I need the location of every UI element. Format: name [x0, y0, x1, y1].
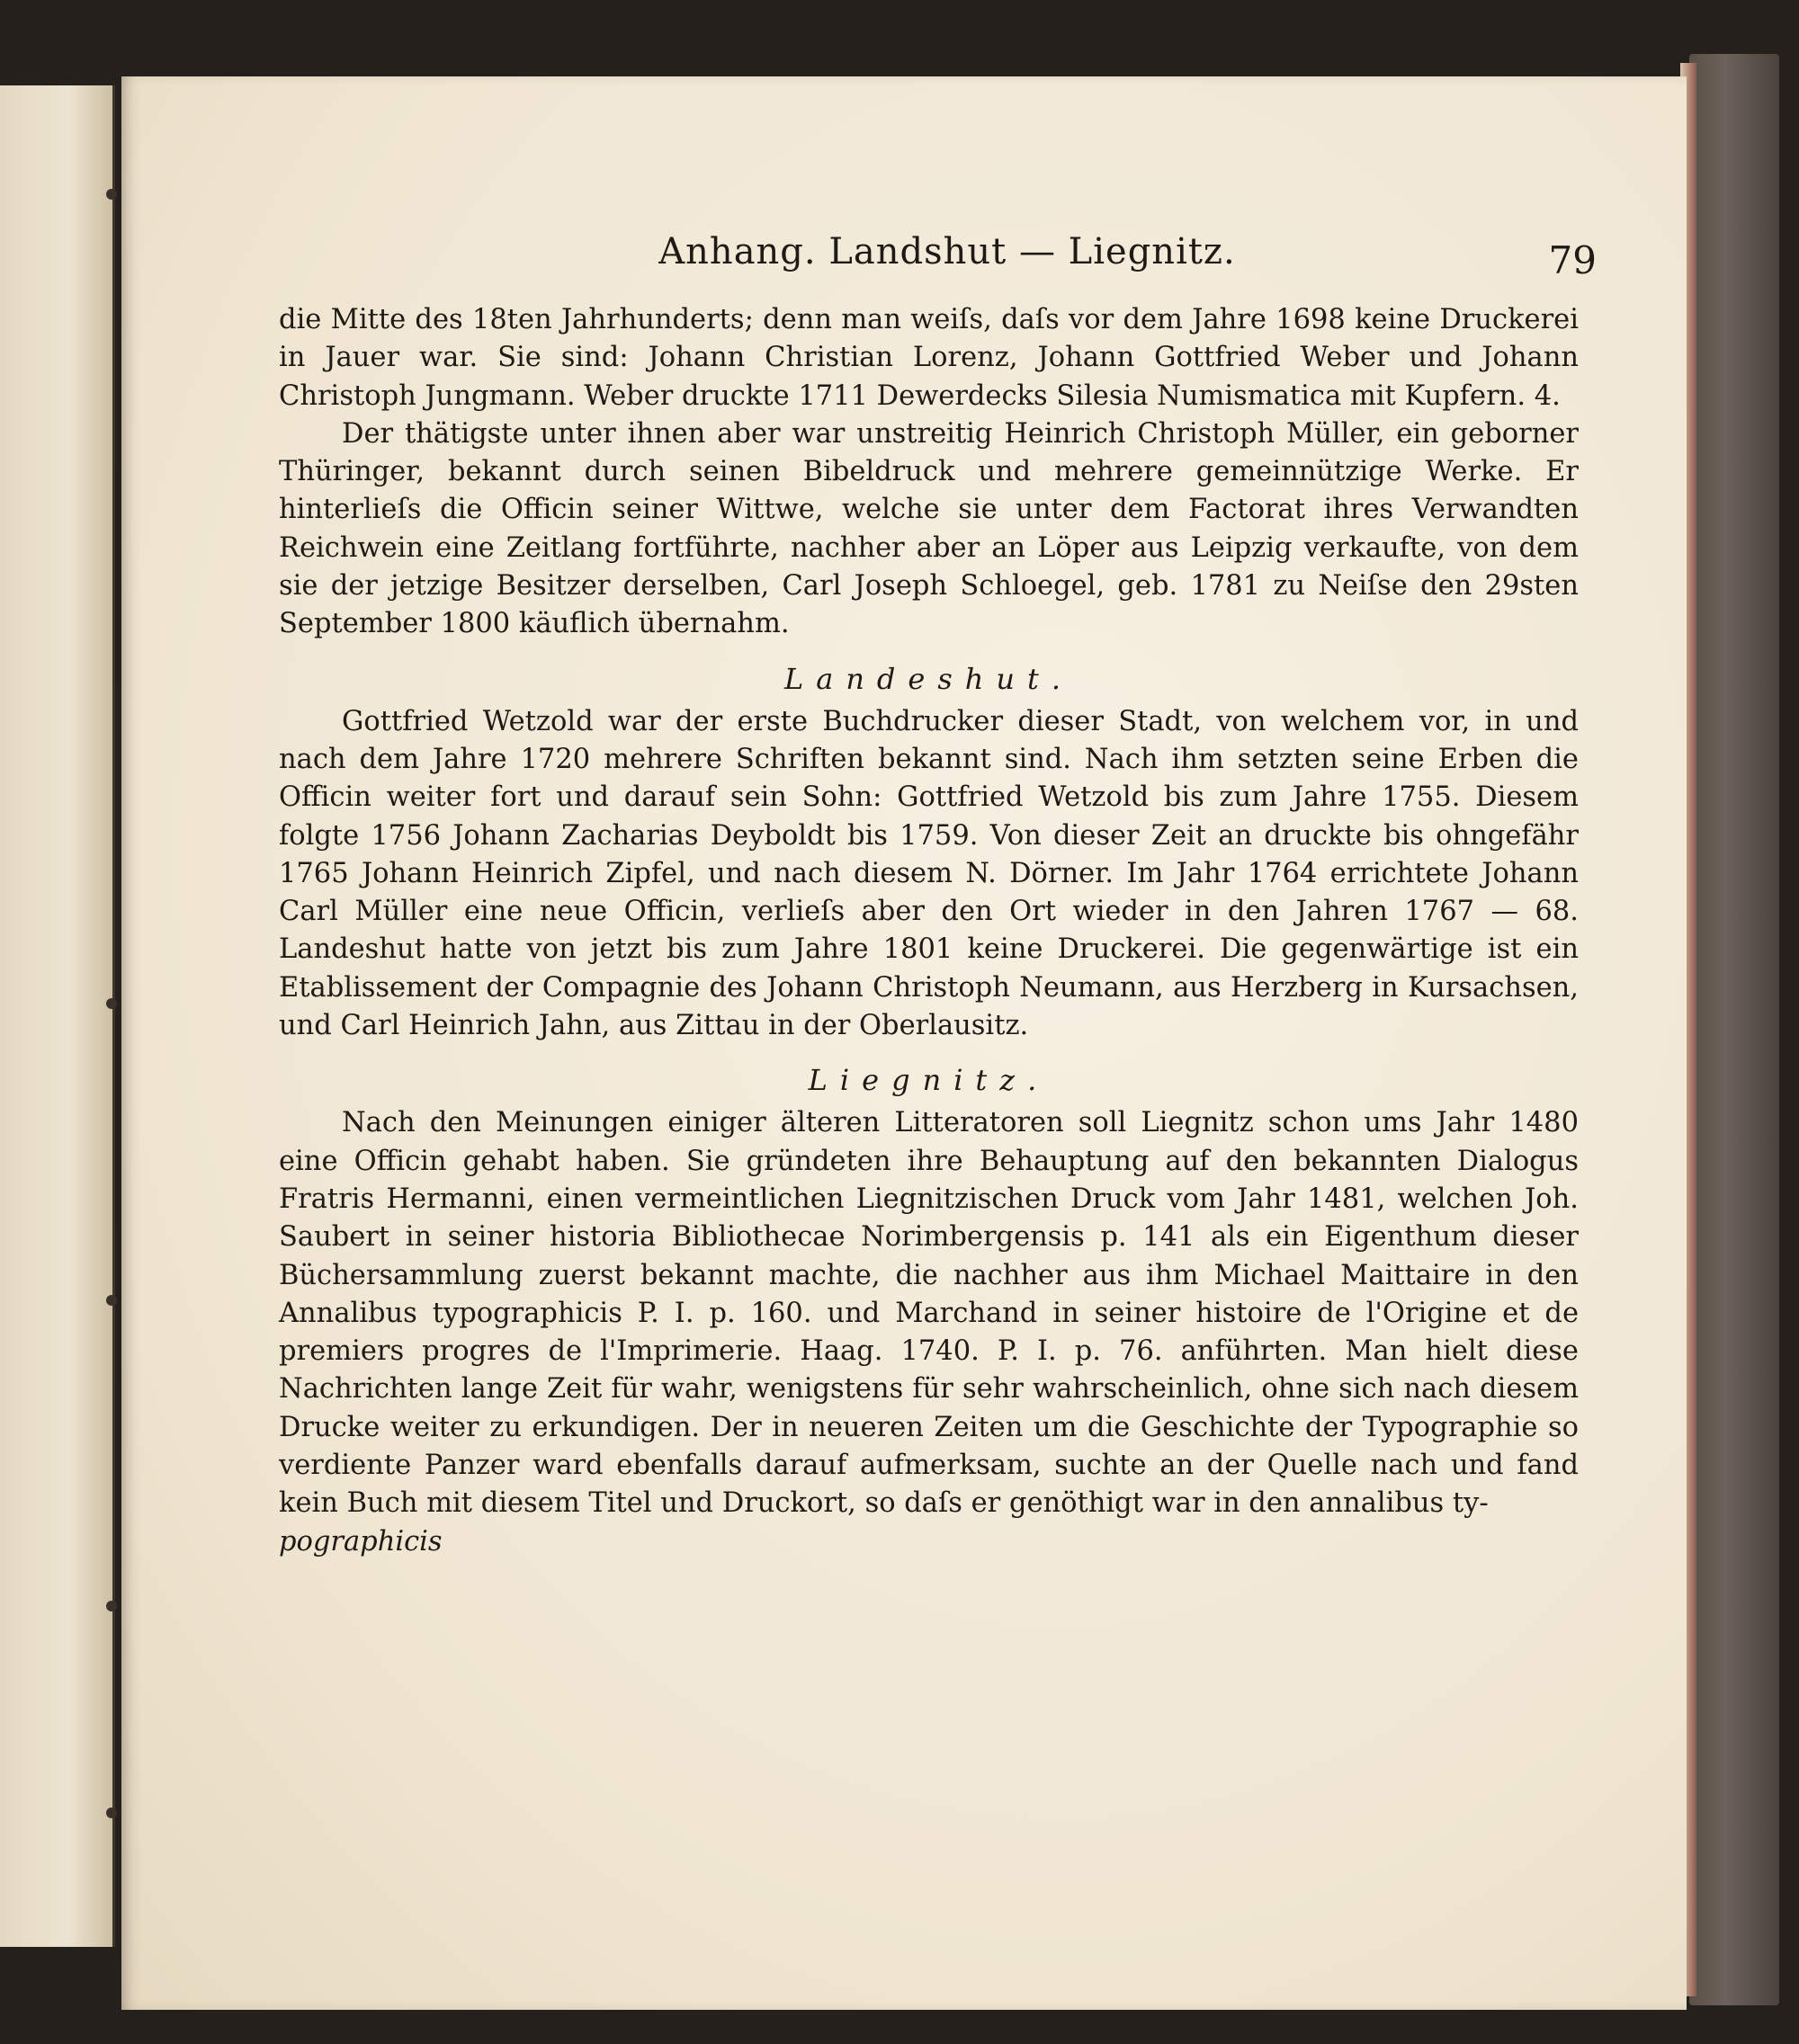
binding-hole: [106, 1807, 117, 1818]
section-heading: Liegnitz.: [808, 1063, 1050, 1098]
binding-hole: [106, 1295, 117, 1306]
running-head: [121, 231, 1687, 285]
book-page: [121, 76, 1687, 2010]
binding-hole: [106, 998, 117, 1009]
book-cover-edge: [1689, 54, 1779, 2005]
page-number: 79: [1548, 238, 1597, 282]
paragraph: die Mitte des 18ten Jahrhunderts; denn man weiſs, daſs vor dem Jahre 1698 keine Druckerei in Jauer war. Sie sind: Johann Christian Lorenz, Johann Gottfried Weber und Johann Christoph Jungmann. Weber druckte 1711 Dewerdecks Silesia Numismatica mit Kupfern. 4.: [279, 304, 1579, 412]
binding-hole: [106, 189, 117, 200]
section-heading: Landeshut.: [783, 661, 1074, 696]
body-text: [279, 301, 1579, 1561]
paragraph: Nach den Meinungen einiger älteren Litteratoren soll Liegnitz schon ums Jahr 1480 eine Officin gehabt haben. Sie gründeten ihre Behauptung auf den bekannten Dialogus Fratris Hermanni, einen vermeintlichen Liegnitzischen Druck vom Jahr 1481, welchen Joh. Saubert in seiner historia Bibliothecae Norimbergensis p. 141 als ein Eigenthum dieser Büchersammlung zuerst bekannt machte, die nachher aus ihm Michael Maittaire in den Annalibus typographicis P. I. p. 160. und Marchand in seiner histoire de l'Origine et de premiers progres de l'Imprimerie. Haag. 1740. P. I. p. 76. anführten. Man hielt diese Nachrichten lange Zeit für wahr, wenigstens für sehr wahrscheinlich, ohne sich nach diesem Drucke weiter zu erkundigen. Der in neueren Zeiten um die Geschichte der Typographie so verdiente Panzer ward ebenfalls darauf aufmerksam, suchte an der Quelle nach und fand kein Buch mit diesem Titel und Druckort, so daſs er genöthigt war in den annalibus ty-: [279, 1107, 1579, 1520]
paragraph: Gottfried Wetzold war der erste Buchdrucker dieser Stadt, von welchem vor, in und nach dem Jahre 1720 mehrere Schriften bekannt sind. Nach ihm setzten seine Erben die Officin weiter fort und darauf sein Sohn: Gottfried Wetzold bis zum Jahre 1755. Diesem folgte 1756 Johann Zacharias Deyboldt bis 1759. Von dieser Zeit an druckte bis ohngefähr 1765 Johann Heinrich Zipfel, und nach diesem N. Dörner. Im Jahr 1764 errichtete Johann Carl Müller eine neue Officin, verlieſs aber den Ort wieder in den Jahren 1767 — 68. Landeshut hatte von jetzt bis zum Jahre 1801 keine Druckerei. Die gegenwärtige ist ein Etablissement der Compagnie des Johann Christoph Neumann, aus Herzberg in Kursachsen, und Carl Heinrich Jahn, aus Zittau in der Oberlausitz.: [279, 705, 1579, 1042]
left-page-edge: [0, 85, 115, 1947]
catchword: pographicis: [279, 1525, 443, 1558]
binding-hole: [106, 1601, 117, 1611]
paragraph: Der thätigste unter ihnen aber war unstreitig Heinrich Christoph Müller, ein geborner Thüringer, bekannt durch seinen Bibeldruck und mehrere gemeinnützige Werke. Er hinterlieſs die Officin seiner Wittwe, welche sie unter dem Factorat ihres Verwandten Reichwein eine Zeitlang fortführte, nachher aber an Löper aus Leipzig verkaufte, von dem sie der jetzige Besitzer derselben, Carl Joseph Schloegel, geb. 1781 zu Neiſse den 29sten September 1800 käuflich übernahm.: [279, 417, 1579, 640]
running-title: Anhang. Landshut — Liegnitz.: [658, 231, 1236, 272]
